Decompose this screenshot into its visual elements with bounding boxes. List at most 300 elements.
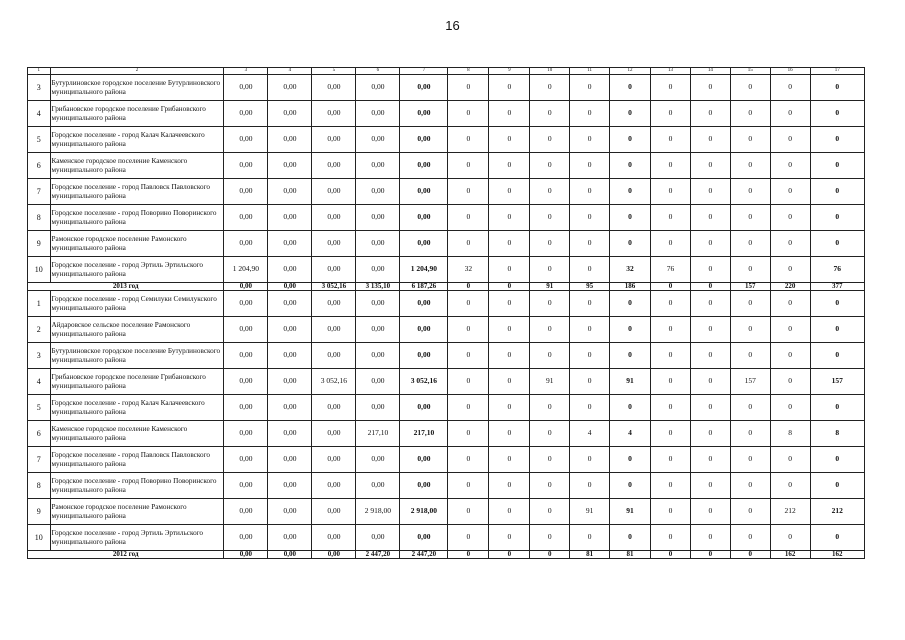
row-number: 10 <box>28 525 51 551</box>
value-cell: 0 <box>570 291 610 317</box>
value-cell: 157 <box>730 369 770 395</box>
row-number: 3 <box>28 75 51 101</box>
value-cell: 0,00 <box>268 205 312 231</box>
value-cell: 0 <box>530 473 570 499</box>
value-cell: 0 <box>489 317 530 343</box>
value-cell: 0 <box>610 291 651 317</box>
value-cell: 0 <box>651 369 691 395</box>
value-cell: 0 <box>570 127 610 153</box>
value-cell: 0 <box>610 127 651 153</box>
value-cell: 0,00 <box>400 525 448 551</box>
value-cell: 0 <box>690 343 730 369</box>
value-cell: 0 <box>770 369 810 395</box>
value-cell: 0 <box>489 447 530 473</box>
value-cell: 0 <box>448 75 489 101</box>
settlement-name: Бутурлиновское городское поселение Бутурлиновского муниципального района <box>50 343 224 369</box>
value-cell: 0 <box>651 127 691 153</box>
row-number: 9 <box>28 499 51 525</box>
value-cell: 6 187,26 <box>400 283 448 291</box>
value-cell: 0 <box>810 291 864 317</box>
row-number: 6 <box>28 421 51 447</box>
value-cell: 0 <box>570 447 610 473</box>
value-cell: 0 <box>448 343 489 369</box>
settlement-name: Городское поселение - город Семилуки Семилукского муниципального района <box>50 291 224 317</box>
value-cell: 0 <box>690 551 730 559</box>
value-cell: 0 <box>530 179 570 205</box>
table-row <box>28 179 865 205</box>
value-cell: 0,00 <box>268 127 312 153</box>
value-cell: 0 <box>489 551 530 559</box>
value-cell: 81 <box>610 551 651 559</box>
value-cell: 0 <box>530 231 570 257</box>
value-cell: 0 <box>651 179 691 205</box>
value-cell: 0 <box>530 551 570 559</box>
value-cell: 0,00 <box>400 317 448 343</box>
table-row <box>28 343 865 369</box>
value-cell: 0,00 <box>356 257 400 283</box>
value-cell: 0 <box>570 395 610 421</box>
value-cell: 0,00 <box>356 291 400 317</box>
value-cell: 0 <box>730 551 770 559</box>
value-cell: 0,00 <box>400 101 448 127</box>
value-cell: 0 <box>530 205 570 231</box>
value-cell: 0 <box>610 153 651 179</box>
value-cell: 91 <box>530 369 570 395</box>
value-cell: 0 <box>730 525 770 551</box>
value-cell: 0 <box>448 153 489 179</box>
column-number: 11 <box>570 68 610 75</box>
value-cell: 3 052,16 <box>312 283 356 291</box>
table-row <box>28 75 865 101</box>
value-cell: 0 <box>651 395 691 421</box>
settlement-name: Грибановское городское поселение Грибановского муниципального района <box>50 101 224 127</box>
value-cell: 0 <box>810 447 864 473</box>
value-cell: 76 <box>810 257 864 283</box>
value-cell: 4 <box>570 421 610 447</box>
value-cell: 0 <box>610 231 651 257</box>
value-cell: 0 <box>530 447 570 473</box>
value-cell: 0 <box>448 473 489 499</box>
value-cell: 0 <box>690 101 730 127</box>
column-number: 1 <box>28 68 51 75</box>
value-cell: 0,00 <box>400 291 448 317</box>
value-cell: 0,00 <box>268 343 312 369</box>
value-cell: 0 <box>810 525 864 551</box>
data-table <box>27 67 865 559</box>
value-cell: 0 <box>489 499 530 525</box>
value-cell: 0 <box>730 447 770 473</box>
value-cell: 0,00 <box>224 447 268 473</box>
value-cell: 0 <box>730 291 770 317</box>
value-cell: 3 052,16 <box>312 369 356 395</box>
value-cell: 0 <box>770 75 810 101</box>
value-cell: 186 <box>610 283 651 291</box>
value-cell: 0 <box>530 153 570 179</box>
value-cell: 0 <box>448 231 489 257</box>
value-cell: 0 <box>770 395 810 421</box>
value-cell: 0 <box>489 101 530 127</box>
value-cell: 0 <box>610 205 651 231</box>
value-cell: 91 <box>610 499 651 525</box>
value-cell: 0 <box>690 153 730 179</box>
value-cell: 0,00 <box>268 447 312 473</box>
settlement-name: Городское поселение - город Эртиль Эртильского муниципального района <box>50 525 224 551</box>
value-cell: 0 <box>690 75 730 101</box>
value-cell: 0 <box>448 127 489 153</box>
row-number: 5 <box>28 395 51 421</box>
value-cell: 0,00 <box>312 127 356 153</box>
value-cell: 0,00 <box>268 551 312 559</box>
value-cell: 0 <box>690 499 730 525</box>
value-cell: 0 <box>730 499 770 525</box>
value-cell: 0,00 <box>312 291 356 317</box>
row-number: 8 <box>28 205 51 231</box>
value-cell: 0 <box>489 257 530 283</box>
value-cell: 8 <box>810 421 864 447</box>
value-cell: 0,00 <box>356 205 400 231</box>
value-cell: 0 <box>530 257 570 283</box>
value-cell: 0 <box>810 205 864 231</box>
value-cell: 0 <box>448 205 489 231</box>
row-number: 4 <box>28 369 51 395</box>
value-cell: 76 <box>651 257 691 283</box>
value-cell: 0 <box>770 473 810 499</box>
value-cell: 2 447,20 <box>356 551 400 559</box>
value-cell: 0,00 <box>268 525 312 551</box>
value-cell: 0,00 <box>400 231 448 257</box>
column-number: 14 <box>690 68 730 75</box>
value-cell: 0 <box>610 525 651 551</box>
value-cell: 0 <box>570 317 610 343</box>
value-cell: 0 <box>690 257 730 283</box>
value-cell: 0 <box>651 343 691 369</box>
value-cell: 0 <box>651 205 691 231</box>
year-label: 2013 год <box>28 283 224 291</box>
value-cell: 0,00 <box>224 179 268 205</box>
value-cell: 157 <box>730 283 770 291</box>
value-cell: 0 <box>651 551 691 559</box>
value-cell: 0,00 <box>356 317 400 343</box>
column-number: 5 <box>312 68 356 75</box>
value-cell: 0 <box>489 395 530 421</box>
value-cell: 0 <box>651 525 691 551</box>
value-cell: 0 <box>448 551 489 559</box>
column-number: 15 <box>730 68 770 75</box>
value-cell: 0 <box>730 395 770 421</box>
value-cell: 0 <box>448 179 489 205</box>
value-cell: 0 <box>770 343 810 369</box>
value-cell: 0,00 <box>356 473 400 499</box>
column-number: 12 <box>610 68 651 75</box>
value-cell: 217,10 <box>400 421 448 447</box>
value-cell: 0 <box>610 75 651 101</box>
table-row <box>28 369 865 395</box>
row-number: 5 <box>28 127 51 153</box>
value-cell: 0,00 <box>224 101 268 127</box>
value-cell: 0 <box>570 369 610 395</box>
value-cell: 162 <box>810 551 864 559</box>
table-row <box>28 153 865 179</box>
value-cell: 0 <box>570 101 610 127</box>
table-row <box>28 525 865 551</box>
value-cell: 0 <box>690 179 730 205</box>
value-cell: 0 <box>570 473 610 499</box>
value-cell: 0 <box>770 127 810 153</box>
value-cell: 2 918,00 <box>356 499 400 525</box>
value-cell: 0,00 <box>268 75 312 101</box>
value-cell: 0 <box>730 153 770 179</box>
column-number: 10 <box>530 68 570 75</box>
value-cell: 0 <box>448 499 489 525</box>
table-row <box>28 291 865 317</box>
column-number: 7 <box>400 68 448 75</box>
value-cell: 0 <box>690 317 730 343</box>
value-cell: 0 <box>770 447 810 473</box>
settlement-name: Городское поселение - город Эртиль Эртильского муниципального района <box>50 257 224 283</box>
settlement-name: Городское поселение - город Калач Калачеевского муниципального района <box>50 395 224 421</box>
value-cell: 91 <box>610 369 651 395</box>
column-number: 2 <box>50 68 224 75</box>
table-row <box>28 395 865 421</box>
value-cell: 162 <box>770 551 810 559</box>
column-number: 8 <box>448 68 489 75</box>
column-number: 4 <box>268 68 312 75</box>
row-number: 9 <box>28 231 51 257</box>
value-cell: 0,00 <box>312 343 356 369</box>
value-cell: 0 <box>730 421 770 447</box>
value-cell: 0,00 <box>224 317 268 343</box>
value-cell: 0,00 <box>312 75 356 101</box>
value-cell: 0 <box>690 291 730 317</box>
column-number: 3 <box>224 68 268 75</box>
value-cell: 0 <box>530 127 570 153</box>
value-cell: 0 <box>730 205 770 231</box>
table-row <box>28 317 865 343</box>
value-cell: 0 <box>610 395 651 421</box>
value-cell: 0 <box>489 179 530 205</box>
value-cell: 0 <box>570 75 610 101</box>
value-cell: 0 <box>570 205 610 231</box>
value-cell: 0,00 <box>356 395 400 421</box>
value-cell: 0 <box>489 369 530 395</box>
value-cell: 0 <box>448 421 489 447</box>
page-number: 16 <box>445 18 460 33</box>
value-cell: 0 <box>489 205 530 231</box>
value-cell: 0 <box>690 283 730 291</box>
value-cell: 212 <box>770 499 810 525</box>
row-number: 4 <box>28 101 51 127</box>
row-number: 7 <box>28 447 51 473</box>
value-cell: 0,00 <box>224 395 268 421</box>
value-cell: 0 <box>570 231 610 257</box>
value-cell: 0,00 <box>224 127 268 153</box>
value-cell: 0 <box>489 153 530 179</box>
value-cell: 0 <box>651 447 691 473</box>
row-number: 10 <box>28 257 51 283</box>
value-cell: 0,00 <box>400 205 448 231</box>
value-cell: 0 <box>489 473 530 499</box>
value-cell: 0 <box>570 343 610 369</box>
value-cell: 0,00 <box>224 75 268 101</box>
value-cell: 0,00 <box>356 101 400 127</box>
value-cell: 0,00 <box>224 525 268 551</box>
value-cell: 0,00 <box>400 473 448 499</box>
value-cell: 0 <box>530 421 570 447</box>
row-number: 7 <box>28 179 51 205</box>
value-cell: 0 <box>651 499 691 525</box>
value-cell: 0 <box>690 447 730 473</box>
settlement-name: Айдаровское сельское поселение Рамонского муниципального района <box>50 317 224 343</box>
value-cell: 0 <box>810 153 864 179</box>
value-cell: 0,00 <box>356 447 400 473</box>
value-cell: 0,00 <box>268 283 312 291</box>
value-cell: 0 <box>530 499 570 525</box>
value-cell: 0,00 <box>268 257 312 283</box>
value-cell: 0 <box>690 473 730 499</box>
column-number: 13 <box>651 68 691 75</box>
value-cell: 0 <box>730 101 770 127</box>
value-cell: 0,00 <box>268 179 312 205</box>
table-row <box>28 447 865 473</box>
value-cell: 8 <box>770 421 810 447</box>
settlement-name: Городское поселение - город Поворино Поворинского муниципального района <box>50 205 224 231</box>
value-cell: 0 <box>530 395 570 421</box>
value-cell: 0 <box>610 317 651 343</box>
value-cell: 0,00 <box>312 205 356 231</box>
value-cell: 0 <box>730 317 770 343</box>
value-cell: 157 <box>810 369 864 395</box>
value-cell: 217,10 <box>356 421 400 447</box>
value-cell: 0 <box>610 179 651 205</box>
value-cell: 0 <box>570 257 610 283</box>
table-row <box>28 231 865 257</box>
column-number: 6 <box>356 68 400 75</box>
value-cell: 0 <box>730 127 770 153</box>
value-cell: 91 <box>570 499 610 525</box>
table-row <box>28 101 865 127</box>
value-cell: 0 <box>448 525 489 551</box>
value-cell: 0 <box>770 525 810 551</box>
value-cell: 0 <box>610 343 651 369</box>
value-cell: 0,00 <box>268 369 312 395</box>
settlement-name: Каменское городское поселение Каменского муниципального района <box>50 421 224 447</box>
value-cell: 0 <box>690 127 730 153</box>
settlement-name: Городское поселение - город Павловск Павловского муниципального района <box>50 447 224 473</box>
value-cell: 0 <box>448 101 489 127</box>
value-cell: 0 <box>651 421 691 447</box>
value-cell: 0 <box>690 231 730 257</box>
settlement-name: Городское поселение - город Поворино Поворинского муниципального района <box>50 473 224 499</box>
value-cell: 0 <box>610 101 651 127</box>
value-cell: 0 <box>651 291 691 317</box>
value-cell: 0,00 <box>400 179 448 205</box>
table-row <box>28 473 865 499</box>
value-cell: 0,00 <box>268 317 312 343</box>
value-cell: 0 <box>810 231 864 257</box>
column-number-row <box>28 68 865 75</box>
value-cell: 0 <box>810 75 864 101</box>
value-cell: 0 <box>448 291 489 317</box>
row-number: 1 <box>28 291 51 317</box>
settlement-name: Городское поселение - город Павловск Павловского муниципального района <box>50 179 224 205</box>
value-cell: 0 <box>810 179 864 205</box>
value-cell: 3 135,10 <box>356 283 400 291</box>
value-cell: 0,00 <box>224 551 268 559</box>
value-cell: 0,00 <box>312 179 356 205</box>
value-cell: 0,00 <box>400 447 448 473</box>
value-cell: 0 <box>730 343 770 369</box>
row-number: 2 <box>28 317 51 343</box>
value-cell: 0 <box>690 369 730 395</box>
value-cell: 0,00 <box>224 499 268 525</box>
value-cell: 0 <box>489 283 530 291</box>
value-cell: 0,00 <box>312 447 356 473</box>
table-row <box>28 257 865 283</box>
year-total-row <box>28 551 865 559</box>
value-cell: 0,00 <box>356 369 400 395</box>
value-cell: 0,00 <box>312 473 356 499</box>
value-cell: 0 <box>730 473 770 499</box>
value-cell: 0 <box>570 525 610 551</box>
value-cell: 0,00 <box>312 153 356 179</box>
value-cell: 0,00 <box>356 231 400 257</box>
value-cell: 95 <box>570 283 610 291</box>
value-cell: 0,00 <box>268 395 312 421</box>
value-cell: 0,00 <box>268 473 312 499</box>
value-cell: 0,00 <box>312 499 356 525</box>
settlement-name: Грибановское городское поселение Грибановского муниципального района <box>50 369 224 395</box>
settlement-name: Городское поселение - город Калач Калачеевского муниципального района <box>50 127 224 153</box>
value-cell: 0,00 <box>224 205 268 231</box>
value-cell: 0 <box>530 101 570 127</box>
year-label: 2012 год <box>28 551 224 559</box>
row-number: 8 <box>28 473 51 499</box>
value-cell: 0 <box>810 101 864 127</box>
value-cell: 0 <box>770 257 810 283</box>
value-cell: 0,00 <box>356 75 400 101</box>
value-cell: 0 <box>770 317 810 343</box>
value-cell: 0 <box>489 231 530 257</box>
value-cell: 0 <box>489 421 530 447</box>
table-row <box>28 421 865 447</box>
value-cell: 0 <box>651 473 691 499</box>
year-total-row <box>28 283 865 291</box>
value-cell: 0 <box>570 153 610 179</box>
table-row <box>28 127 865 153</box>
value-cell: 0 <box>651 317 691 343</box>
value-cell: 0 <box>810 343 864 369</box>
value-cell: 0,00 <box>356 153 400 179</box>
value-cell: 0 <box>530 317 570 343</box>
value-cell: 0 <box>651 75 691 101</box>
value-cell: 0,00 <box>224 283 268 291</box>
value-cell: 0,00 <box>224 343 268 369</box>
value-cell: 1 204,90 <box>400 257 448 283</box>
value-cell: 0 <box>770 153 810 179</box>
value-cell: 0 <box>651 101 691 127</box>
value-cell: 0 <box>530 343 570 369</box>
value-cell: 0 <box>770 179 810 205</box>
column-number: 16 <box>770 68 810 75</box>
value-cell: 0 <box>810 317 864 343</box>
value-cell: 220 <box>770 283 810 291</box>
value-cell: 0 <box>690 421 730 447</box>
value-cell: 0 <box>690 395 730 421</box>
value-cell: 0 <box>770 231 810 257</box>
settlement-name: Рамонское городское поселение Рамонского муниципального района <box>50 499 224 525</box>
value-cell: 0 <box>448 369 489 395</box>
value-cell: 0,00 <box>400 153 448 179</box>
